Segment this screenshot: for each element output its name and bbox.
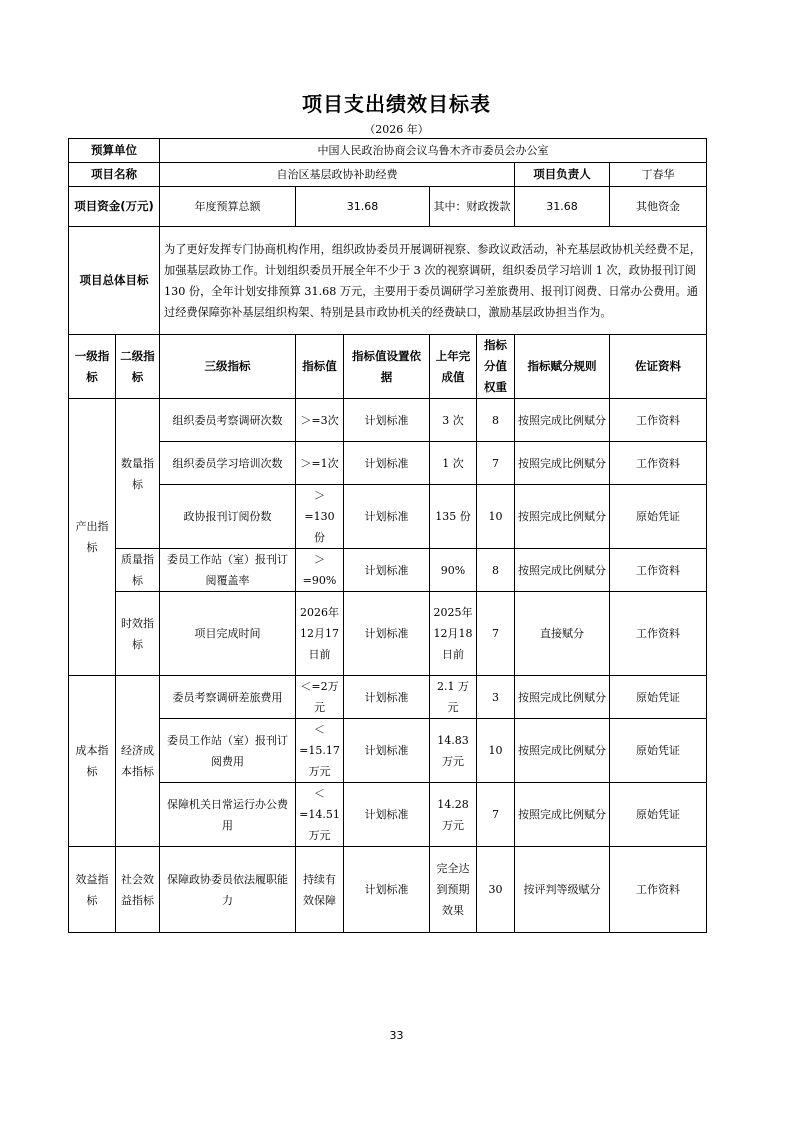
- group-timeliness: 时效指标: [116, 592, 160, 676]
- row-evidence: 原始凭证: [610, 719, 707, 783]
- row-rule: 按照完成比例赋分: [515, 485, 610, 549]
- goal-text: 为了更好发挥专门协商机构作用，组织政协委员开展调研视察、参政议政活动，补充基层政协机关经费不足，加强基层政协工作。计划组织委员开展全年不少于 3 次的视察调研，组织委员学习培训 1 次，政协报刊订阅 130 份，全年计划安排预算 31.68 万元，主要用于委员调研学习差旅费用、报刊订阅费、日常办公费用。通过经费保障弥补基层组织构架、特别是县市政协机关的经费缺口，激励基层政协担当作为。: [160, 227, 707, 335]
- row-basis: 计划标准: [344, 399, 430, 442]
- budget-unit-label: 预算单位: [69, 139, 160, 163]
- row-last: 1 次: [430, 442, 477, 485]
- row-value: ＜=14.51万元: [296, 783, 344, 847]
- row-evidence: 原始凭证: [610, 485, 707, 549]
- header-level3: 三级指标: [160, 335, 296, 399]
- group-benefit: 效益指标: [69, 847, 116, 933]
- row-l3: 委员工作站（室）报刊订阅覆盖率: [160, 549, 296, 592]
- header-basis: 指标值设置依据: [344, 335, 430, 399]
- row-l3: 委员考察调研差旅费用: [160, 676, 296, 719]
- fiscal-value: 31.68: [515, 187, 610, 227]
- row-evidence: 工作资料: [610, 847, 707, 933]
- row-value: ＜=15.17万元: [296, 719, 344, 783]
- row-last: 2.1 万元: [430, 676, 477, 719]
- header-row: [69, 335, 707, 399]
- table-row: [69, 442, 707, 485]
- row-basis: 计划标准: [344, 847, 430, 933]
- row-last: 14.83万元: [430, 719, 477, 783]
- fiscal-label: 其中：财政拨款: [430, 187, 515, 227]
- table-row: [69, 783, 707, 847]
- row-rule: 按照完成比例赋分: [515, 783, 610, 847]
- group-output: 产出指标: [69, 399, 116, 676]
- row-evidence: 工作资料: [610, 442, 707, 485]
- row-basis: 计划标准: [344, 592, 430, 676]
- row-rule: 直接赋分: [515, 592, 610, 676]
- row-l3: 委员工作站（室）报刊订阅费用: [160, 719, 296, 783]
- table-row: [69, 592, 707, 676]
- person-label: 项目负责人: [515, 163, 610, 187]
- group-econ: 经济成本指标: [116, 676, 160, 847]
- row-value: ＞=90%: [296, 549, 344, 592]
- row-rule: 按照完成比例赋分: [515, 719, 610, 783]
- row-l3: 项目完成时间: [160, 592, 296, 676]
- row-l3: 保障政协委员依法履职能力: [160, 847, 296, 933]
- row-l3: 保障机关日常运行办公费用: [160, 783, 296, 847]
- row-value: ＜=2万元: [296, 676, 344, 719]
- row-value: ＞=130份: [296, 485, 344, 549]
- table-row: [69, 485, 707, 549]
- table-row: [69, 399, 707, 442]
- row-value: ＞=3次: [296, 399, 344, 442]
- header-rule: 指标赋分规则: [515, 335, 610, 399]
- row-rule: 按照完成比例赋分: [515, 676, 610, 719]
- row-evidence: 工作资料: [610, 592, 707, 676]
- row-evidence: 工作资料: [610, 549, 707, 592]
- row-rule: 按照完成比例赋分: [515, 549, 610, 592]
- other-label: 其他资金: [610, 187, 707, 227]
- goal-label: 项目总体目标: [69, 227, 160, 335]
- goal-row: [69, 227, 707, 335]
- row-basis: 计划标准: [344, 549, 430, 592]
- row-basis: 计划标准: [344, 676, 430, 719]
- page-title: 项目支出绩效目标表: [302, 92, 491, 116]
- row-l3: 政协报刊订阅份数: [160, 485, 296, 549]
- row-value: 持续有效保障: [296, 847, 344, 933]
- row-rule: 按评判等级赋分: [515, 847, 610, 933]
- row-l3: 组织委员学习培训次数: [160, 442, 296, 485]
- project-name-label: 项目名称: [69, 163, 160, 187]
- row-weight: 7: [477, 592, 515, 676]
- row-weight: 7: [477, 442, 515, 485]
- budget-unit-row: [69, 139, 707, 163]
- project-name-row: [69, 163, 707, 187]
- row-weight: 30: [477, 847, 515, 933]
- row-value: ＞=1次: [296, 442, 344, 485]
- row-value: 2026年12月17日前: [296, 592, 344, 676]
- row-last: 2025年12月18日前: [430, 592, 477, 676]
- group-social: 社会效益指标: [116, 847, 160, 933]
- row-rule: 按照完成比例赋分: [515, 442, 610, 485]
- person-value: 丁春华: [610, 163, 707, 187]
- row-weight: 10: [477, 719, 515, 783]
- header-value: 指标值: [296, 335, 344, 399]
- annual-budget-value: 31.68: [296, 187, 430, 227]
- fund-label: 项目资金(万元): [69, 187, 160, 227]
- budget-unit-value: 中国人民政治协商会议乌鲁木齐市委员会办公室: [160, 139, 707, 163]
- row-weight: 3: [477, 676, 515, 719]
- row-weight: 7: [477, 783, 515, 847]
- header-weight: 指标分值权重: [477, 335, 515, 399]
- row-last: 14.28万元: [430, 783, 477, 847]
- group-quality: 质量指标: [116, 549, 160, 592]
- header-last: 上年完成值: [430, 335, 477, 399]
- year-label: （2026 年）: [364, 123, 429, 136]
- header-evidence: 佐证资料: [610, 335, 707, 399]
- group-quantity: 数量指标: [116, 399, 160, 549]
- fund-row: [69, 187, 707, 227]
- row-rule: 按照完成比例赋分: [515, 399, 610, 442]
- annual-budget-label: 年度预算总额: [160, 187, 296, 227]
- row-last: 90%: [430, 549, 477, 592]
- row-basis: 计划标准: [344, 719, 430, 783]
- row-last: 135 份: [430, 485, 477, 549]
- header-level2: 二级指标: [116, 335, 160, 399]
- table-row: [69, 847, 707, 933]
- header-level1: 一级指标: [69, 335, 116, 399]
- table-row: [69, 719, 707, 783]
- row-basis: 计划标准: [344, 485, 430, 549]
- row-weight: 10: [477, 485, 515, 549]
- row-evidence: 原始凭证: [610, 676, 707, 719]
- table-row: [69, 549, 707, 592]
- group-cost: 成本指标: [69, 676, 116, 847]
- row-weight: 8: [477, 549, 515, 592]
- row-weight: 8: [477, 399, 515, 442]
- row-evidence: 工作资料: [610, 399, 707, 442]
- row-basis: 计划标准: [344, 783, 430, 847]
- row-evidence: 原始凭证: [610, 783, 707, 847]
- row-l3: 组织委员考察调研次数: [160, 399, 296, 442]
- row-last: 3 次: [430, 399, 477, 442]
- performance-table: [68, 138, 707, 933]
- table-row: [69, 676, 707, 719]
- page-number: 33: [389, 1029, 404, 1042]
- project-name-value: 自治区基层政协补助经费: [160, 163, 515, 187]
- row-basis: 计划标准: [344, 442, 430, 485]
- row-last: 完全达到预期效果: [430, 847, 477, 933]
